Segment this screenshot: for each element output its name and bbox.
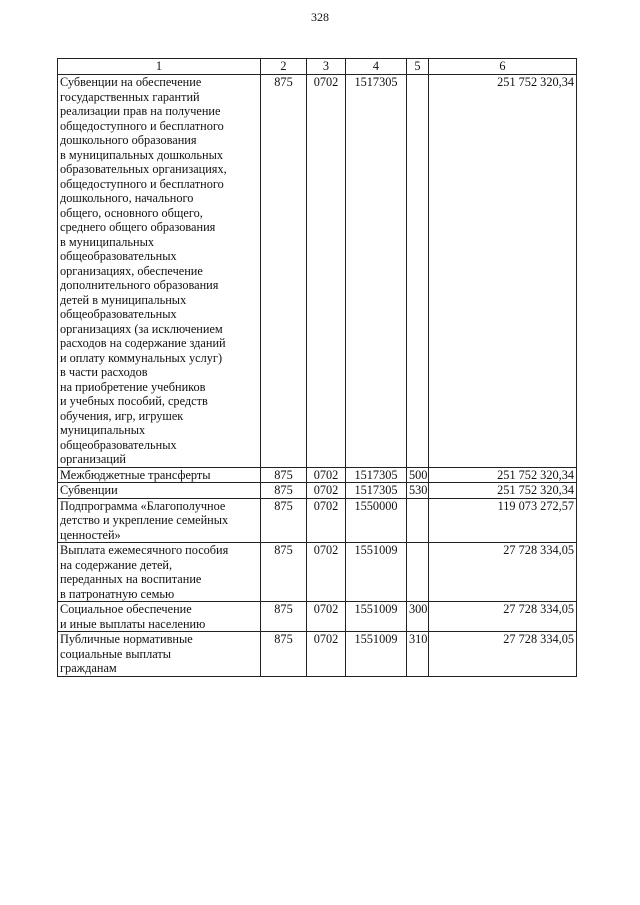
row-name xyxy=(58,498,261,543)
row-name-text: Подпрограмма «Благополучное детство и укрепление семейных ценностей» xyxy=(60,498,229,542)
header-col-2: 2 xyxy=(261,59,307,75)
row-amount: 251 752 320,34 xyxy=(429,75,577,468)
row-target-code: 1551009 xyxy=(346,602,407,632)
row-section-code: 0702 xyxy=(307,632,346,677)
row-expense-type: 530 xyxy=(407,483,429,499)
table-row xyxy=(58,467,577,483)
header-col-6: 6 xyxy=(429,59,577,75)
row-section-code: 0702 xyxy=(307,543,346,602)
row-ministry-code: 875 xyxy=(261,75,307,468)
header-col-1: 1 xyxy=(58,59,261,75)
row-name-text: Публичные нормативные социальные выплаты гражданам xyxy=(60,632,193,675)
row-target-code: 1551009 xyxy=(346,632,407,677)
row-name xyxy=(58,602,261,632)
row-amount: 251 752 320,34 xyxy=(429,483,577,499)
row-ministry-code: 875 xyxy=(261,483,307,499)
row-section-code: 0702 xyxy=(307,483,346,499)
table-row xyxy=(58,498,577,543)
row-expense-type xyxy=(407,543,429,602)
header-col-5: 5 xyxy=(407,59,429,75)
header-col-4: 4 xyxy=(346,59,407,75)
header-row xyxy=(58,59,577,75)
table-row xyxy=(58,602,577,632)
row-ministry-code: 875 xyxy=(261,543,307,602)
row-name xyxy=(58,632,261,677)
row-target-code: 1551009 xyxy=(346,543,407,602)
row-amount: 119 073 272,57 xyxy=(429,498,577,543)
row-section-code: 0702 xyxy=(307,498,346,543)
row-amount: 251 752 320,34 xyxy=(429,467,577,483)
row-name-text: Межбюджетные трансферты xyxy=(60,467,211,482)
row-section-code: 0702 xyxy=(307,602,346,632)
row-target-code: 1517305 xyxy=(346,467,407,483)
row-expense-type: 310 xyxy=(407,632,429,677)
row-name-text: Субвенции на обеспечение государственных гарантий реализации прав на получение общедоступного и бесплатного дошкольного образования в муниципальных дошкольных образовательных организациях, общедоступного и бесплатного дошкольного, начального общего, основного общего, среднего общего образования в муниципальных общеобразовательных организациях, обеспечение дополнительного образования детей в муниципальных общеобразовательных организациях (за исключением расходов на содержание зданий и оплату коммунальных услуг) в части расходов на приобретение учебников и учебных пособий, средств обучения, игр, игрушек муниципальных общеобразовательных организаций xyxy=(60,75,227,466)
page-number: 328 xyxy=(311,10,329,24)
row-amount: 27 728 334,05 xyxy=(429,602,577,632)
row-expense-type: 300 xyxy=(407,602,429,632)
row-amount: 27 728 334,05 xyxy=(429,632,577,677)
row-expense-type xyxy=(407,75,429,468)
row-section-code: 0702 xyxy=(307,467,346,483)
header-col-3: 3 xyxy=(307,59,346,75)
row-ministry-code: 875 xyxy=(261,632,307,677)
budget-table xyxy=(57,58,577,677)
row-ministry-code: 875 xyxy=(261,498,307,543)
row-target-code: 1517305 xyxy=(346,75,407,468)
row-name-text: Выплата ежемесячного пособия на содержание детей, переданных на воспитание в патронатную семью xyxy=(60,543,229,601)
row-expense-type xyxy=(407,498,429,543)
row-section-code: 0702 xyxy=(307,75,346,468)
row-name xyxy=(58,483,261,499)
row-ministry-code: 875 xyxy=(261,467,307,483)
row-target-code: 1550000 xyxy=(346,498,407,543)
row-name xyxy=(58,467,261,483)
table-row xyxy=(58,543,577,602)
row-name xyxy=(58,75,261,468)
row-ministry-code: 875 xyxy=(261,602,307,632)
table-row xyxy=(58,632,577,677)
table-row xyxy=(58,75,577,468)
row-expense-type: 500 xyxy=(407,467,429,483)
row-target-code: 1517305 xyxy=(346,483,407,499)
row-name-text: Социальное обеспечение и иные выплаты населению xyxy=(60,602,206,631)
row-name xyxy=(58,543,261,602)
row-amount: 27 728 334,05 xyxy=(429,543,577,602)
row-name-text: Субвенции xyxy=(60,483,118,497)
table-row xyxy=(58,483,577,499)
